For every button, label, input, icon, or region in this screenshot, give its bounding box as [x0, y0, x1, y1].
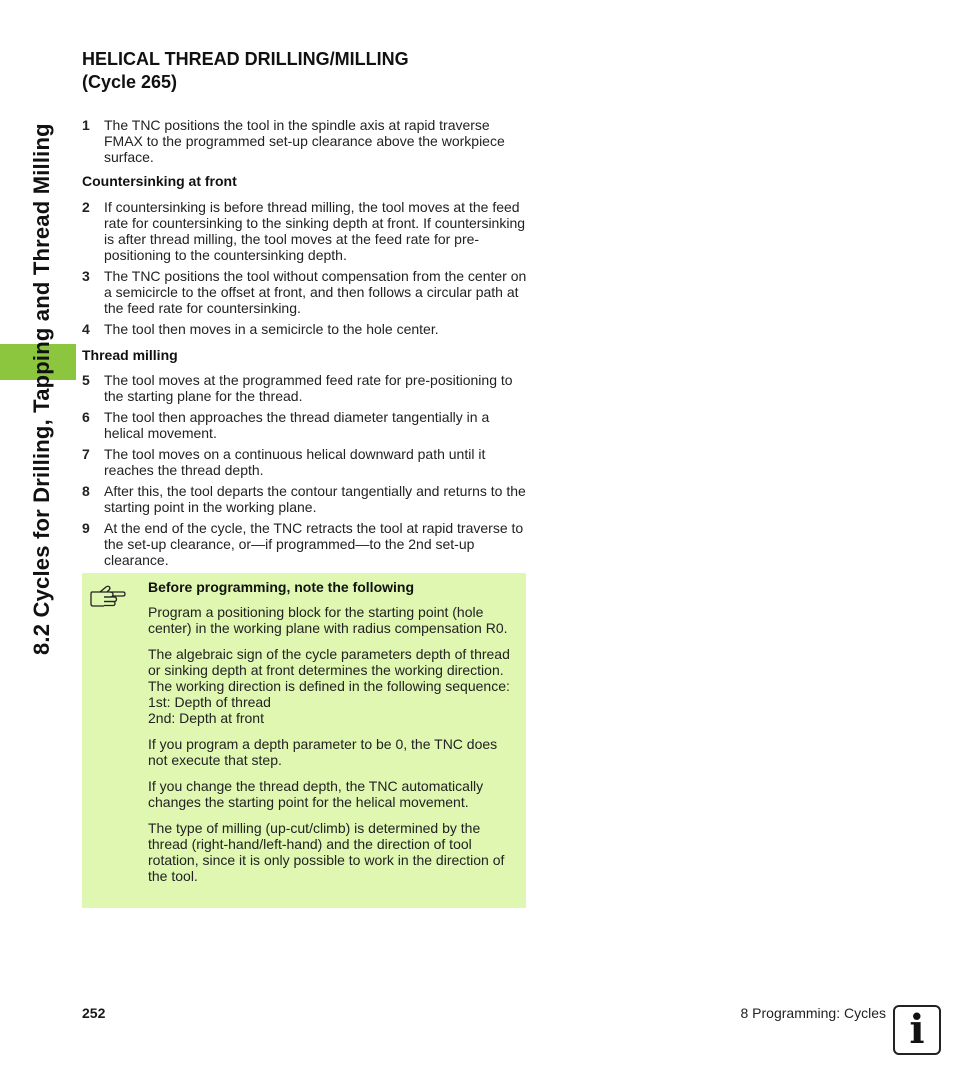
step-number: 1 — [82, 117, 90, 133]
step-1 — [82, 117, 528, 165]
step-6 — [82, 409, 528, 441]
step-8 — [82, 483, 528, 515]
note-paragraph-1: Program a positioning block for the starting point (hole center) in the working plane with radius compensation R0. — [148, 604, 508, 636]
note-sequence-item-1: 1st: Depth of thread — [148, 694, 271, 710]
note-body — [148, 579, 520, 894]
step-2 — [82, 199, 528, 263]
step-text: The TNC positions the tool in the spindle axis at rapid traverse FMAX to the programmed set-up clearance above the workpiece surface. — [104, 117, 505, 165]
info-glyph: i — [909, 1006, 925, 1053]
step-text: After this, the tool departs the contour tangentially and returns to the starting point in the working plane. — [104, 483, 526, 515]
thread-milling-steps — [82, 372, 528, 568]
step-text: The tool moves on a continuous helical downward path until it reaches the thread depth. — [104, 446, 486, 478]
step-text: The tool then approaches the thread diameter tangentially in a helical movement. — [104, 409, 490, 441]
step-text: The tool moves at the programmed feed rate for pre-positioning to the starting plane for the thread. — [104, 372, 513, 404]
countersinking-steps — [82, 199, 528, 337]
step-4 — [82, 321, 528, 337]
step-number: 6 — [82, 409, 90, 425]
step-text: The tool then moves in a semicircle to the hole center. — [104, 321, 439, 337]
step-number: 9 — [82, 520, 90, 536]
note-paragraph-2-text: The algebraic sign of the cycle parameters depth of thread or sinking depth at front determines the working direction. The working direction is defined in the following sequence: — [148, 646, 510, 694]
step-5 — [82, 372, 528, 404]
note-heading: Before programming, note the following — [148, 579, 414, 595]
pointing-hand-icon — [90, 583, 126, 609]
programming-note-box — [82, 573, 526, 908]
section-title-line1: HELICAL THREAD DRILLING/MILLING — [82, 49, 409, 69]
step-number: 2 — [82, 199, 90, 215]
section-title — [82, 48, 528, 94]
footer-chapter: 8 Programming: Cycles — [740, 1005, 886, 1021]
note-paragraph-2 — [148, 646, 520, 726]
info-icon — [893, 1005, 941, 1055]
section-title-line2: (Cycle 265) — [82, 72, 178, 92]
intro-steps — [82, 117, 528, 165]
step-text: At the end of the cycle, the TNC retracts the tool at rapid traverse to the set-up clearance, or—if programmed—to the 2nd set-up clearance. — [104, 520, 524, 568]
step-number: 5 — [82, 372, 90, 388]
main-content — [82, 48, 528, 573]
step-number: 3 — [82, 268, 90, 284]
step-number: 4 — [82, 321, 90, 337]
note-paragraph-4: If you change the thread depth, the TNC automatically changes the starting point for the helical movement. — [148, 778, 484, 810]
step-3 — [82, 268, 528, 316]
note-sequence-item-2: 2nd: Depth at front — [148, 710, 264, 726]
countersinking-heading: Countersinking at front — [82, 173, 237, 189]
page-number: 252 — [82, 1005, 106, 1021]
step-text: The TNC positions the tool without compensation from the center on a semicircle to the offset at front, and then follows a circular path at the feed rate for countersinking. — [104, 268, 527, 316]
note-paragraph-5: The type of milling (up-cut/climb) is determined by the thread (right-hand/left-hand) and the direction of tool rotation, since it is only possible to work in the direction of the tool. — [148, 820, 505, 884]
step-number: 8 — [82, 483, 90, 499]
step-number: 7 — [82, 446, 90, 462]
step-9 — [82, 520, 528, 568]
step-7 — [82, 446, 528, 478]
step-text: If countersinking is before thread milling, the tool moves at the feed rate for countersinking to the sinking depth at front. If countersinking is after thread milling, the tool moves at the feed rate for pre-positioning to the countersinking depth. — [104, 199, 526, 263]
side-chapter-title: 8.2 Cycles for Drilling, Tapping and Thread Milling — [29, 123, 54, 655]
note-paragraph-3: If you program a depth parameter to be 0, the TNC does not execute that step. — [148, 736, 498, 768]
thread-milling-heading: Thread milling — [82, 347, 178, 363]
